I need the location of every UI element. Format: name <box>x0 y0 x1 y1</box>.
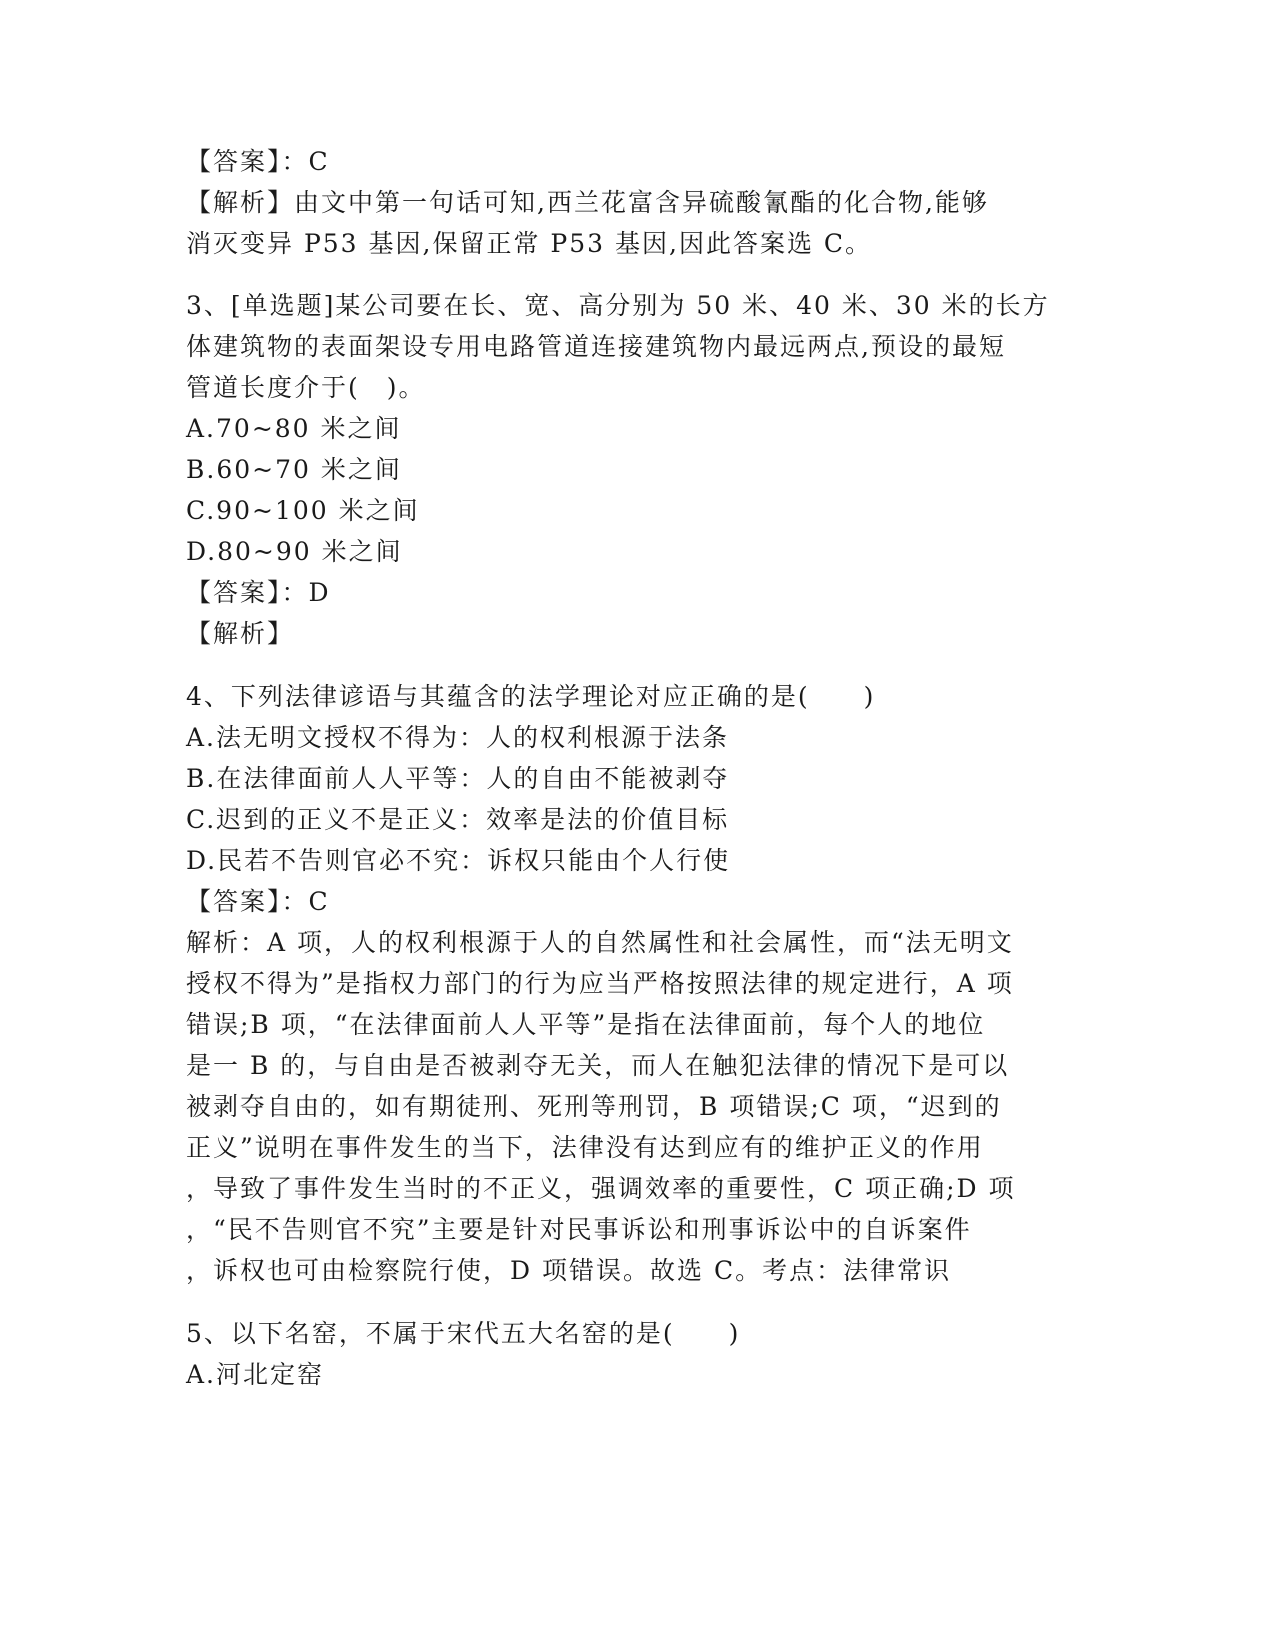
q3-stem-line: 3、[单选题]某公司要在长、宽、高分别为 50 米、40 米、30 米的长方 <box>186 291 1050 320</box>
q3-answer: 【答案】：D <box>186 578 331 607</box>
q4-analysis-line: 错误;B 项，“在法律面前人人平等”是指在法律面前，每个人的地位 <box>186 1010 986 1039</box>
q4-option-c: C.迟到的正义不是正义：效率是法的价值目标 <box>186 805 730 834</box>
q4-option-a: A.法无明文授权不得为：人的权利根源于法条 <box>186 723 730 752</box>
q3-option-a: A.70~80 米之间 <box>186 414 402 443</box>
q3-analysis-label: 【解析】 <box>186 619 295 648</box>
q2-analysis-line: 消灭变异 P53 基因,保留正常 P53 基因,因此答案选 C。 <box>186 229 873 258</box>
q4-analysis-line: 被剥夺自由的，如有期徒刑、死刑等刑罚，B 项错误;C 项，“迟到的 <box>186 1092 1002 1121</box>
q3-option-b: B.60~70 米之间 <box>186 455 402 484</box>
q3-stem-line: 管道长度介于( )。 <box>186 373 426 402</box>
q2-answer: 【答案】：C <box>186 147 330 176</box>
q4-analysis-line: 授权不得为”是指权力部门的行为应当严格按照法律的规定进行，A 项 <box>186 969 1014 998</box>
q4-option-b: B.在法律面前人人平等：人的自由不能被剥夺 <box>186 764 730 793</box>
q4-analysis-line: ，诉权也可由检察院行使，D 项错误。故选 C。考点：法律常识 <box>186 1256 952 1285</box>
q4-analysis-line: ，“民不告则官不究”主要是针对民事诉讼和刑事诉讼中的自诉案件 <box>186 1215 972 1244</box>
q4-analysis-line: 解析：A 项，人的权利根源于人的自然属性和社会属性，而“法无明文 <box>186 928 1014 957</box>
q4-stem: 4、下列法律谚语与其蕴含的法学理论对应正确的是( ) <box>186 682 876 711</box>
q3-option-c: C.90~100 米之间 <box>186 496 420 525</box>
q4-analysis-line: ，导致了事件发生当时的不正义，强调效率的重要性，C 项正确;D 项 <box>186 1174 1016 1203</box>
q5-stem: 5、以下名窑，不属于宋代五大名窑的是( ) <box>186 1319 741 1348</box>
q4-option-d: D.民若不告则官必不究：诉权只能由个人行使 <box>186 846 731 875</box>
q4-answer: 【答案】：C <box>186 887 330 916</box>
q2-analysis-line: 【解析】由文中第一句话可知,西兰花富含异硫酸氰酯的化合物,能够 <box>186 188 989 217</box>
q3-stem-line: 体建筑物的表面架设专用电路管道连接建筑物内最远两点,预设的最短 <box>186 332 1006 361</box>
q5-option-a: A.河北定窑 <box>186 1360 325 1389</box>
q4-analysis-line: 是一 B 的，与自由是否被剥夺无关，而人在触犯法律的情况下是可以 <box>186 1051 1010 1080</box>
q3-option-d: D.80~90 米之间 <box>186 537 403 566</box>
q4-analysis-line: 正义”说明在事件发生的当下，法律没有达到应有的维护正义的作用 <box>186 1133 984 1162</box>
